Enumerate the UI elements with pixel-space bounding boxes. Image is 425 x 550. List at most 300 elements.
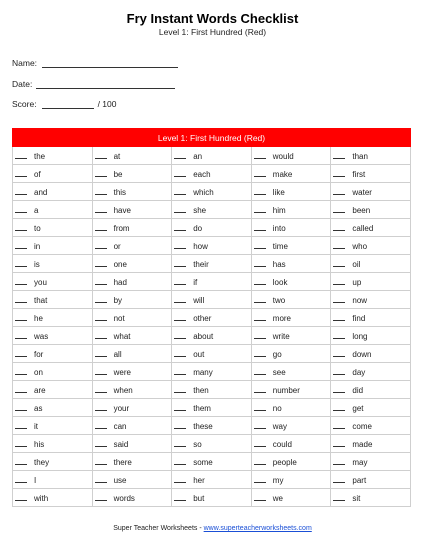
word-cell — [172, 183, 252, 201]
sight-word: said — [113, 439, 129, 449]
check-blank[interactable] — [333, 367, 345, 375]
word-cell — [92, 273, 172, 291]
word-checklist-table — [12, 128, 411, 507]
sight-word: for — [34, 349, 44, 359]
check-blank[interactable] — [333, 259, 345, 267]
word-cell — [13, 165, 93, 183]
word-cell — [251, 219, 331, 237]
check-blank[interactable] — [95, 475, 107, 483]
word-rows — [13, 147, 411, 507]
word-cell — [251, 399, 331, 417]
check-blank[interactable] — [254, 475, 266, 483]
word-cell — [92, 471, 172, 489]
check-blank[interactable] — [333, 313, 345, 321]
sight-word: did — [352, 385, 364, 395]
word-cell — [92, 165, 172, 183]
check-blank[interactable] — [15, 151, 27, 159]
word-cell — [172, 201, 252, 219]
check-blank[interactable] — [15, 421, 27, 429]
check-blank[interactable] — [254, 277, 266, 285]
check-blank[interactable] — [174, 295, 186, 303]
sight-word: get — [352, 403, 364, 413]
word-cell — [13, 255, 93, 273]
check-blank[interactable] — [95, 151, 107, 159]
word-cell — [92, 453, 172, 471]
table-row — [13, 399, 411, 417]
sight-word: words — [113, 493, 135, 503]
sight-word: use — [113, 475, 127, 485]
table-row — [13, 273, 411, 291]
word-cell — [331, 345, 411, 363]
sight-word: but — [193, 493, 205, 503]
sight-word: we — [272, 493, 284, 503]
sight-word: all — [113, 349, 122, 359]
word-cell — [251, 183, 331, 201]
check-blank[interactable] — [333, 295, 345, 303]
check-blank[interactable] — [174, 403, 186, 411]
check-blank[interactable] — [174, 187, 186, 195]
word-cell — [172, 309, 252, 327]
check-blank[interactable] — [333, 223, 345, 231]
check-blank[interactable] — [254, 439, 266, 447]
word-cell — [331, 165, 411, 183]
check-blank[interactable] — [174, 151, 186, 159]
word-cell — [13, 183, 93, 201]
sight-word: can — [113, 421, 127, 431]
word-cell — [13, 237, 93, 255]
sight-word: a — [34, 205, 39, 215]
sight-word: about — [193, 331, 214, 341]
check-blank[interactable] — [254, 385, 266, 393]
table-row — [13, 309, 411, 327]
sight-word: find — [352, 313, 366, 323]
check-blank[interactable] — [95, 313, 107, 321]
word-cell — [13, 381, 93, 399]
date-blank-line[interactable] — [36, 79, 175, 89]
table-row — [13, 327, 411, 345]
sight-word: could — [272, 439, 292, 449]
check-blank[interactable] — [95, 493, 107, 501]
word-cell — [13, 201, 93, 219]
check-blank[interactable] — [254, 295, 266, 303]
check-blank[interactable] — [15, 259, 27, 267]
table-row — [13, 183, 411, 201]
check-blank[interactable] — [174, 439, 186, 447]
name-field — [12, 58, 178, 68]
check-blank[interactable] — [254, 313, 266, 321]
check-blank[interactable] — [333, 385, 345, 393]
table-row — [13, 417, 411, 435]
word-cell — [251, 363, 331, 381]
date-field — [12, 79, 175, 89]
check-blank[interactable] — [15, 439, 27, 447]
word-cell — [92, 399, 172, 417]
word-cell — [92, 489, 172, 507]
sight-word: each — [193, 169, 211, 179]
word-cell — [331, 381, 411, 399]
sight-word: her — [193, 475, 205, 485]
sight-word: as — [34, 403, 43, 413]
check-blank[interactable] — [174, 385, 186, 393]
sight-word: make — [272, 169, 293, 179]
check-blank[interactable] — [15, 241, 27, 249]
word-cell — [172, 219, 252, 237]
check-blank[interactable] — [254, 241, 266, 249]
check-blank[interactable] — [333, 241, 345, 249]
check-blank[interactable] — [95, 187, 107, 195]
check-blank[interactable] — [254, 169, 266, 177]
sight-word: time — [272, 241, 288, 251]
word-cell — [13, 309, 93, 327]
sight-word: like — [272, 187, 285, 197]
check-blank[interactable] — [174, 421, 186, 429]
word-cell — [13, 435, 93, 453]
word-cell — [331, 147, 411, 165]
check-blank[interactable] — [333, 187, 345, 195]
word-cell — [172, 237, 252, 255]
word-cell — [92, 381, 172, 399]
sight-word: was — [34, 331, 49, 341]
check-blank[interactable] — [254, 187, 266, 195]
word-cell — [331, 435, 411, 453]
check-blank[interactable] — [333, 457, 345, 465]
check-blank[interactable] — [95, 259, 107, 267]
word-cell — [251, 273, 331, 291]
word-cell — [92, 363, 172, 381]
check-blank[interactable] — [15, 403, 27, 411]
check-blank[interactable] — [95, 295, 107, 303]
word-cell — [172, 345, 252, 363]
word-cell — [172, 255, 252, 273]
sight-word: look — [272, 277, 288, 287]
check-blank[interactable] — [15, 277, 27, 285]
word-cell — [13, 453, 93, 471]
check-blank[interactable] — [333, 475, 345, 483]
word-cell — [331, 237, 411, 255]
check-blank[interactable] — [95, 403, 107, 411]
sight-word: would — [272, 151, 294, 161]
check-blank[interactable] — [333, 439, 345, 447]
word-cell — [172, 291, 252, 309]
check-blank[interactable] — [15, 331, 27, 339]
word-cell — [251, 345, 331, 363]
sight-word: by — [113, 295, 123, 305]
check-blank[interactable] — [15, 385, 27, 393]
word-cell — [251, 489, 331, 507]
sight-word: you — [34, 277, 47, 287]
sight-word: be — [113, 169, 123, 179]
sight-word: day — [352, 367, 366, 377]
check-blank[interactable] — [174, 493, 186, 501]
sight-word: then — [193, 385, 209, 395]
word-cell — [92, 327, 172, 345]
word-cell — [331, 363, 411, 381]
table-row — [13, 147, 411, 165]
sight-word: part — [352, 475, 367, 485]
check-blank[interactable] — [174, 169, 186, 177]
word-cell — [251, 471, 331, 489]
sight-word: have — [113, 205, 131, 215]
table-row — [13, 471, 411, 489]
sight-word: many — [193, 367, 213, 377]
sight-word: I — [34, 475, 37, 485]
sight-word: go — [272, 349, 282, 359]
table-heading-row — [13, 129, 411, 147]
check-blank[interactable] — [333, 169, 345, 177]
word-cell — [92, 237, 172, 255]
sight-word: been — [352, 205, 371, 215]
word-cell — [251, 417, 331, 435]
sight-word: when — [113, 385, 133, 395]
sight-word: at — [113, 151, 121, 161]
word-cell — [172, 165, 252, 183]
word-cell — [331, 453, 411, 471]
score-blank-line[interactable] — [42, 99, 94, 109]
word-cell — [251, 309, 331, 327]
sight-word: out — [193, 349, 205, 359]
word-cell — [172, 489, 252, 507]
word-cell — [251, 165, 331, 183]
sight-word: so — [193, 439, 202, 449]
check-blank[interactable] — [174, 259, 186, 267]
check-blank[interactable] — [95, 241, 107, 249]
check-blank[interactable] — [254, 421, 266, 429]
check-blank[interactable] — [95, 367, 107, 375]
sight-word: no — [272, 403, 282, 413]
footer — [0, 525, 425, 532]
sight-word: from — [113, 223, 130, 233]
word-cell — [13, 399, 93, 417]
check-blank[interactable] — [254, 223, 266, 231]
check-blank[interactable] — [254, 205, 266, 213]
sight-word: into — [272, 223, 286, 233]
check-blank[interactable] — [254, 493, 266, 501]
sight-word: do — [193, 223, 203, 233]
word-cell — [331, 417, 411, 435]
check-blank[interactable] — [333, 205, 345, 213]
check-blank[interactable] — [95, 223, 107, 231]
table-row — [13, 435, 411, 453]
word-cell — [331, 273, 411, 291]
check-blank[interactable] — [254, 403, 266, 411]
table-row — [13, 345, 411, 363]
sight-word: my — [272, 475, 284, 485]
check-blank[interactable] — [95, 277, 107, 285]
check-blank[interactable] — [174, 475, 186, 483]
check-blank[interactable] — [15, 313, 27, 321]
sight-word: more — [272, 313, 292, 323]
word-cell — [331, 309, 411, 327]
table-heading: Level 1: First Hundred (Red) — [13, 129, 411, 147]
check-blank[interactable] — [15, 475, 27, 483]
check-blank[interactable] — [254, 457, 266, 465]
check-blank[interactable] — [174, 457, 186, 465]
check-blank[interactable] — [174, 205, 186, 213]
sight-word: has — [272, 259, 286, 269]
check-blank[interactable] — [174, 367, 186, 375]
word-cell — [331, 291, 411, 309]
word-cell — [13, 345, 93, 363]
word-cell — [251, 381, 331, 399]
word-cell — [13, 291, 93, 309]
sight-word: if — [193, 277, 198, 287]
sight-word: now — [352, 295, 368, 305]
word-cell — [92, 201, 172, 219]
sight-word: other — [193, 313, 212, 323]
sight-word: these — [193, 421, 213, 431]
check-blank[interactable] — [95, 385, 107, 393]
check-blank[interactable] — [333, 331, 345, 339]
word-cell — [172, 453, 252, 471]
sight-word: in — [34, 241, 41, 251]
sight-word: called — [352, 223, 374, 233]
sight-word: is — [34, 259, 40, 269]
check-blank[interactable] — [95, 457, 107, 465]
check-blank[interactable] — [15, 349, 27, 357]
word-cell — [331, 327, 411, 345]
sight-word: made — [352, 439, 373, 449]
word-cell — [331, 471, 411, 489]
sight-word: had — [113, 277, 127, 287]
check-blank[interactable] — [15, 493, 27, 501]
sight-word: not — [113, 313, 125, 323]
sight-word: see — [272, 367, 286, 377]
sight-word: it — [34, 421, 38, 431]
table-row — [13, 291, 411, 309]
sight-word: to — [34, 223, 41, 233]
check-blank[interactable] — [333, 421, 345, 429]
word-cell — [92, 309, 172, 327]
word-cell — [251, 147, 331, 165]
table-row — [13, 453, 411, 471]
footer-prefix: Super Teacher Worksheets - — [113, 525, 204, 532]
word-cell — [251, 435, 331, 453]
word-cell — [13, 471, 93, 489]
word-cell — [251, 201, 331, 219]
check-blank[interactable] — [15, 223, 27, 231]
word-cell — [251, 327, 331, 345]
name-blank-line[interactable] — [42, 58, 178, 68]
check-blank[interactable] — [95, 349, 107, 357]
sight-word: number — [272, 385, 300, 395]
sight-word: she — [193, 205, 207, 215]
sight-word: his — [34, 439, 45, 449]
check-blank[interactable] — [95, 169, 107, 177]
check-blank[interactable] — [254, 367, 266, 375]
check-blank[interactable] — [15, 367, 27, 375]
sight-word: which — [193, 187, 214, 197]
check-blank[interactable] — [333, 403, 345, 411]
sight-word: may — [352, 457, 368, 467]
word-cell — [172, 435, 252, 453]
sight-word: an — [193, 151, 203, 161]
sight-word: this — [113, 187, 127, 197]
sight-word: how — [193, 241, 208, 251]
score-label: Score: — [12, 99, 37, 109]
sight-word: they — [34, 457, 50, 467]
sight-word: some — [193, 457, 213, 467]
sight-word: your — [113, 403, 130, 413]
word-cell — [13, 327, 93, 345]
check-blank[interactable] — [174, 331, 186, 339]
sight-word: them — [193, 403, 211, 413]
check-blank[interactable] — [174, 313, 186, 321]
check-blank[interactable] — [95, 205, 107, 213]
sight-word: will — [193, 295, 205, 305]
sight-word: way — [272, 421, 288, 431]
sight-word: were — [113, 367, 131, 377]
sight-word: their — [193, 259, 209, 269]
word-cell — [13, 219, 93, 237]
sight-word: and — [34, 187, 48, 197]
score-total: / 100 — [97, 99, 117, 109]
check-blank[interactable] — [15, 205, 27, 213]
sight-word: him — [272, 205, 286, 215]
sight-word: who — [352, 241, 368, 251]
page-title: Fry Instant Words Checklist — [126, 11, 299, 26]
check-blank[interactable] — [15, 187, 27, 195]
check-blank[interactable] — [174, 223, 186, 231]
sight-word: than — [352, 151, 368, 161]
word-cell — [92, 435, 172, 453]
word-cell — [172, 417, 252, 435]
table-row — [13, 237, 411, 255]
name-label: Name: — [12, 58, 38, 68]
word-cell — [331, 201, 411, 219]
table-row — [13, 255, 411, 273]
check-blank[interactable] — [254, 331, 266, 339]
word-cell — [251, 237, 331, 255]
check-blank[interactable] — [333, 493, 345, 501]
sight-word: people — [272, 457, 297, 467]
word-cell — [92, 291, 172, 309]
check-blank[interactable] — [254, 259, 266, 267]
check-blank[interactable] — [333, 349, 345, 357]
sight-word: or — [113, 241, 121, 251]
sight-word: that — [34, 295, 48, 305]
check-blank[interactable] — [333, 277, 345, 285]
sight-word: one — [113, 259, 127, 269]
check-blank[interactable] — [174, 277, 186, 285]
check-blank[interactable] — [174, 349, 186, 357]
footer-link[interactable]: www.superteacherworksheets.com — [203, 525, 312, 532]
check-blank[interactable] — [174, 241, 186, 249]
check-blank[interactable] — [333, 151, 345, 159]
check-blank[interactable] — [254, 349, 266, 357]
check-blank[interactable] — [15, 295, 27, 303]
check-blank[interactable] — [15, 457, 27, 465]
sight-word: sit — [352, 493, 361, 503]
check-blank[interactable] — [95, 439, 107, 447]
word-cell — [13, 417, 93, 435]
word-cell — [331, 489, 411, 507]
check-blank[interactable] — [254, 151, 266, 159]
check-blank[interactable] — [95, 331, 107, 339]
page-subtitle: Level 1: First Hundred (Red) — [158, 27, 267, 37]
sight-word: two — [272, 295, 286, 305]
check-blank[interactable] — [15, 169, 27, 177]
word-cell — [13, 489, 93, 507]
sight-word: are — [34, 385, 46, 395]
sight-word: he — [34, 313, 43, 323]
sight-word: there — [113, 457, 132, 467]
sight-word: with — [34, 493, 49, 503]
word-cell — [172, 399, 252, 417]
sight-word: the — [34, 151, 46, 161]
sight-word: long — [352, 331, 368, 341]
check-blank[interactable] — [95, 421, 107, 429]
sight-word: up — [352, 277, 362, 287]
